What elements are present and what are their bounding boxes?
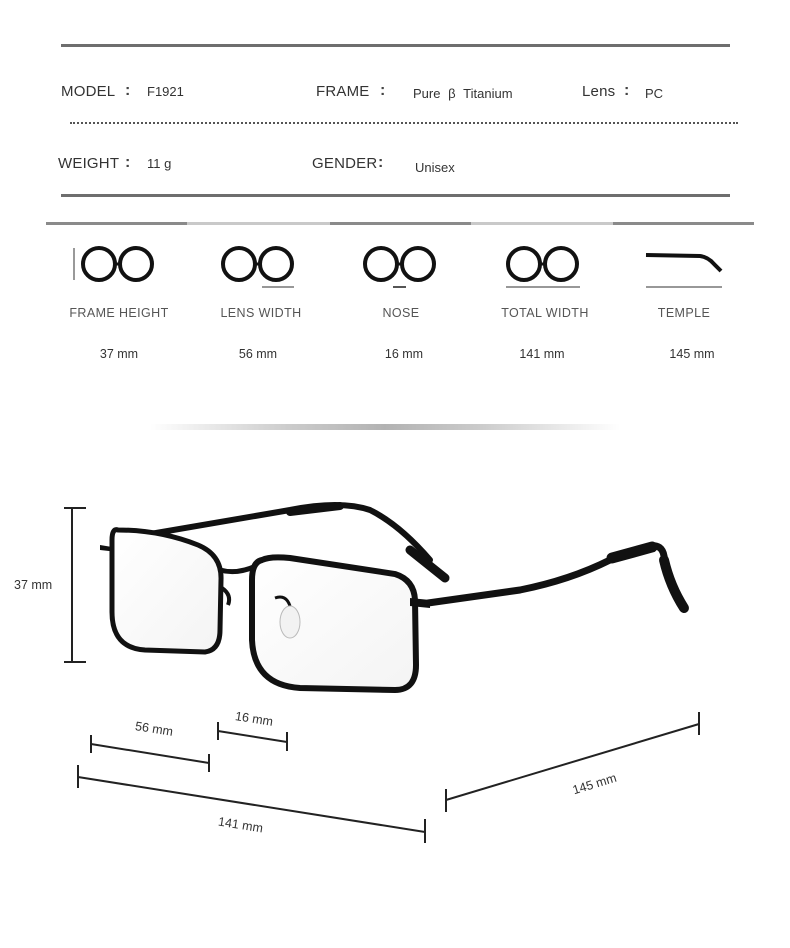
measure-value-temple: 145 mm: [669, 347, 715, 361]
measure-label-temple: TEMPLE: [657, 306, 711, 320]
weight-value: 11 g: [147, 156, 172, 171]
diagram-lens-width-label: 56 mm: [134, 719, 175, 739]
measure-value-total-width: 141 mm: [519, 347, 565, 361]
measure-label-lens-width: LENS WIDTH: [220, 306, 302, 320]
frame-colon: :: [380, 82, 386, 99]
height-dimension-line: [64, 508, 86, 662]
weight-colon: :: [125, 154, 131, 171]
lens-colon: :: [624, 82, 630, 99]
measure-value-lens-width: 56 mm: [238, 347, 278, 361]
diagram-height-label: 37 mm: [14, 578, 53, 592]
diagram-temple-label: 145 mm: [570, 770, 619, 798]
lens-width-dimension-line: [91, 735, 209, 772]
measure-value-nose: 16 mm: [384, 347, 424, 361]
near-temple-arm: [428, 546, 684, 608]
model-value: F1921: [147, 84, 184, 99]
measure-label-frame-height: FRAME HEIGHT: [69, 306, 169, 320]
frame-value: Pure β Titanium: [413, 86, 513, 101]
right-lens: [252, 557, 416, 690]
diagram-nose-label: 16 mm: [234, 709, 275, 729]
frame-label: FRAME: [316, 83, 370, 100]
model-label: MODEL: [61, 83, 116, 100]
model-colon: :: [125, 82, 131, 99]
gender-colon: :: [378, 154, 384, 171]
measure-label-total-width: TOTAL WIDTH: [501, 306, 589, 320]
lens-value: PC: [645, 86, 664, 101]
measure-value-frame-height: 37 mm: [99, 347, 139, 361]
nose-dimension-line: [218, 722, 287, 751]
gender-value: Unisex: [415, 160, 455, 175]
lens-label: Lens: [582, 83, 616, 100]
diagram-total-width-label: 141 mm: [217, 814, 264, 836]
weight-label: WEIGHT: [58, 155, 120, 172]
left-lens: [112, 530, 221, 652]
gender-label: GENDER: [312, 155, 378, 172]
temple-dimension-line: [446, 712, 699, 812]
measure-label-nose: NOSE: [382, 306, 420, 320]
